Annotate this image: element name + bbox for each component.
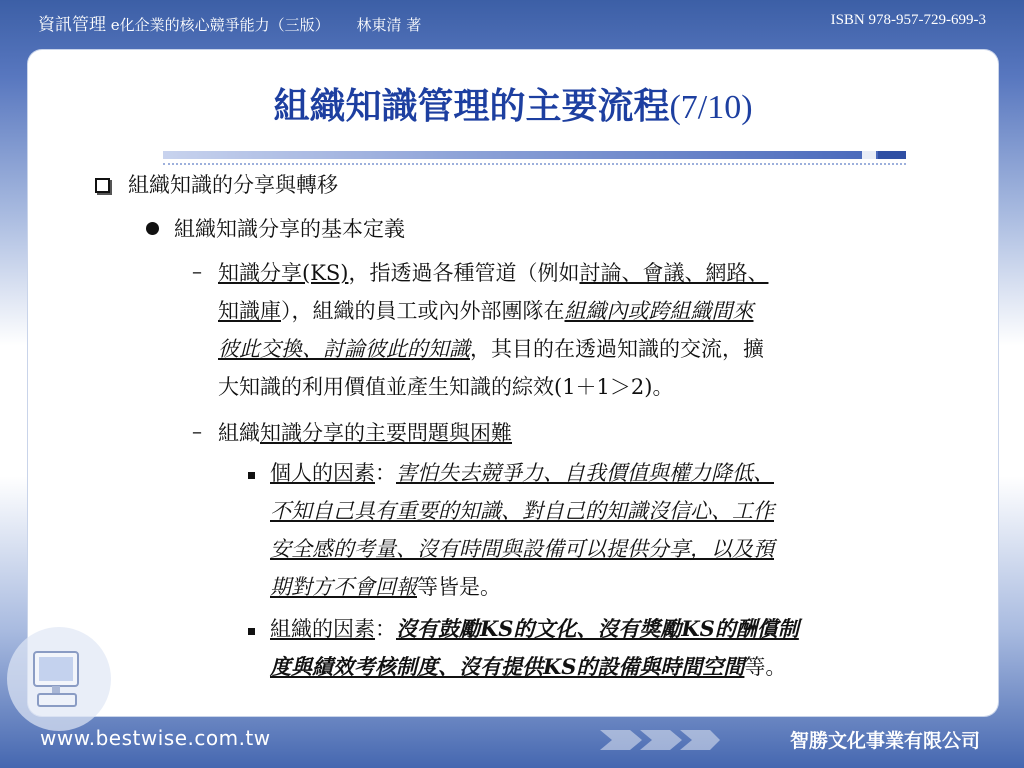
sub2-line1: 組織的因素：沒有鼓勵KS的文化、沒有獎勵KS的酬償制 [270,616,799,641]
book-prefix: 資訊管理 [38,15,106,35]
ks-term: 知識分享(KS) [218,261,349,285]
isbn: ISBN 978-957-729-699-3 [830,12,986,28]
sub2-line2: 度與績效考核制度、沒有提供KS的設備與時間空間等。 [270,654,787,679]
slide-panel [28,50,998,716]
website-url: www.bestwise.com.tw [40,726,271,750]
book-info [38,10,421,35]
decorative-arrows-icon [600,722,720,758]
sub1-line3: 安全感的考量、沒有時間與設備可以提供分享，以及預 [270,537,774,561]
computer-icon [4,624,114,734]
slide-page-number: (7/10) [669,89,753,126]
checkbox-bullet-icon [95,178,110,193]
publisher-name: 智勝文化事業有限公司 [789,730,980,752]
author: 林東清 著 [356,16,422,34]
square-bullet-icon [248,628,255,635]
item1-line1: 知識分享(KS)，指透過各種管道（例如討論、會議、網路、 [218,261,769,285]
sub1-line4: 期對方不會回報等皆是。 [270,575,501,599]
item1-line3: 彼此交換、討論彼此的知識，其目的在透過知識的交流，擴 [218,337,764,361]
slide-body [28,50,998,716]
header-bar [0,0,1024,40]
dash-bullet-icon: – [192,259,202,283]
sub1-line2: 不知自己具有重要的知識、對自己的知識沒信心、工作 [270,499,774,523]
slide-title-text: 組織知識管理的主要流程 [273,86,670,127]
item1-line4: 大知識的利用價值並產生知識的綜效(1＋1＞2)。 [218,375,674,399]
dot-bullet-icon [146,222,159,235]
book-subtitle: e化企業的核心競爭能力（三版） [110,16,330,34]
sub1-line1: 個人的因素：害怕失去競爭力、自我價值與權力降低、 [270,461,774,485]
square-bullet-icon [248,472,255,479]
item1-line2: 知識庫），組織的員工或內外部團隊在組織內或跨組織間來 [218,299,754,323]
dash-bullet-icon: – [192,419,202,443]
heading-level1: 組織知識的分享與轉移 [128,173,338,197]
heading-level2: 組織知識分享的基本定義 [174,217,405,241]
item2-line: 組織知識分享的主要問題與困難 [218,421,512,445]
